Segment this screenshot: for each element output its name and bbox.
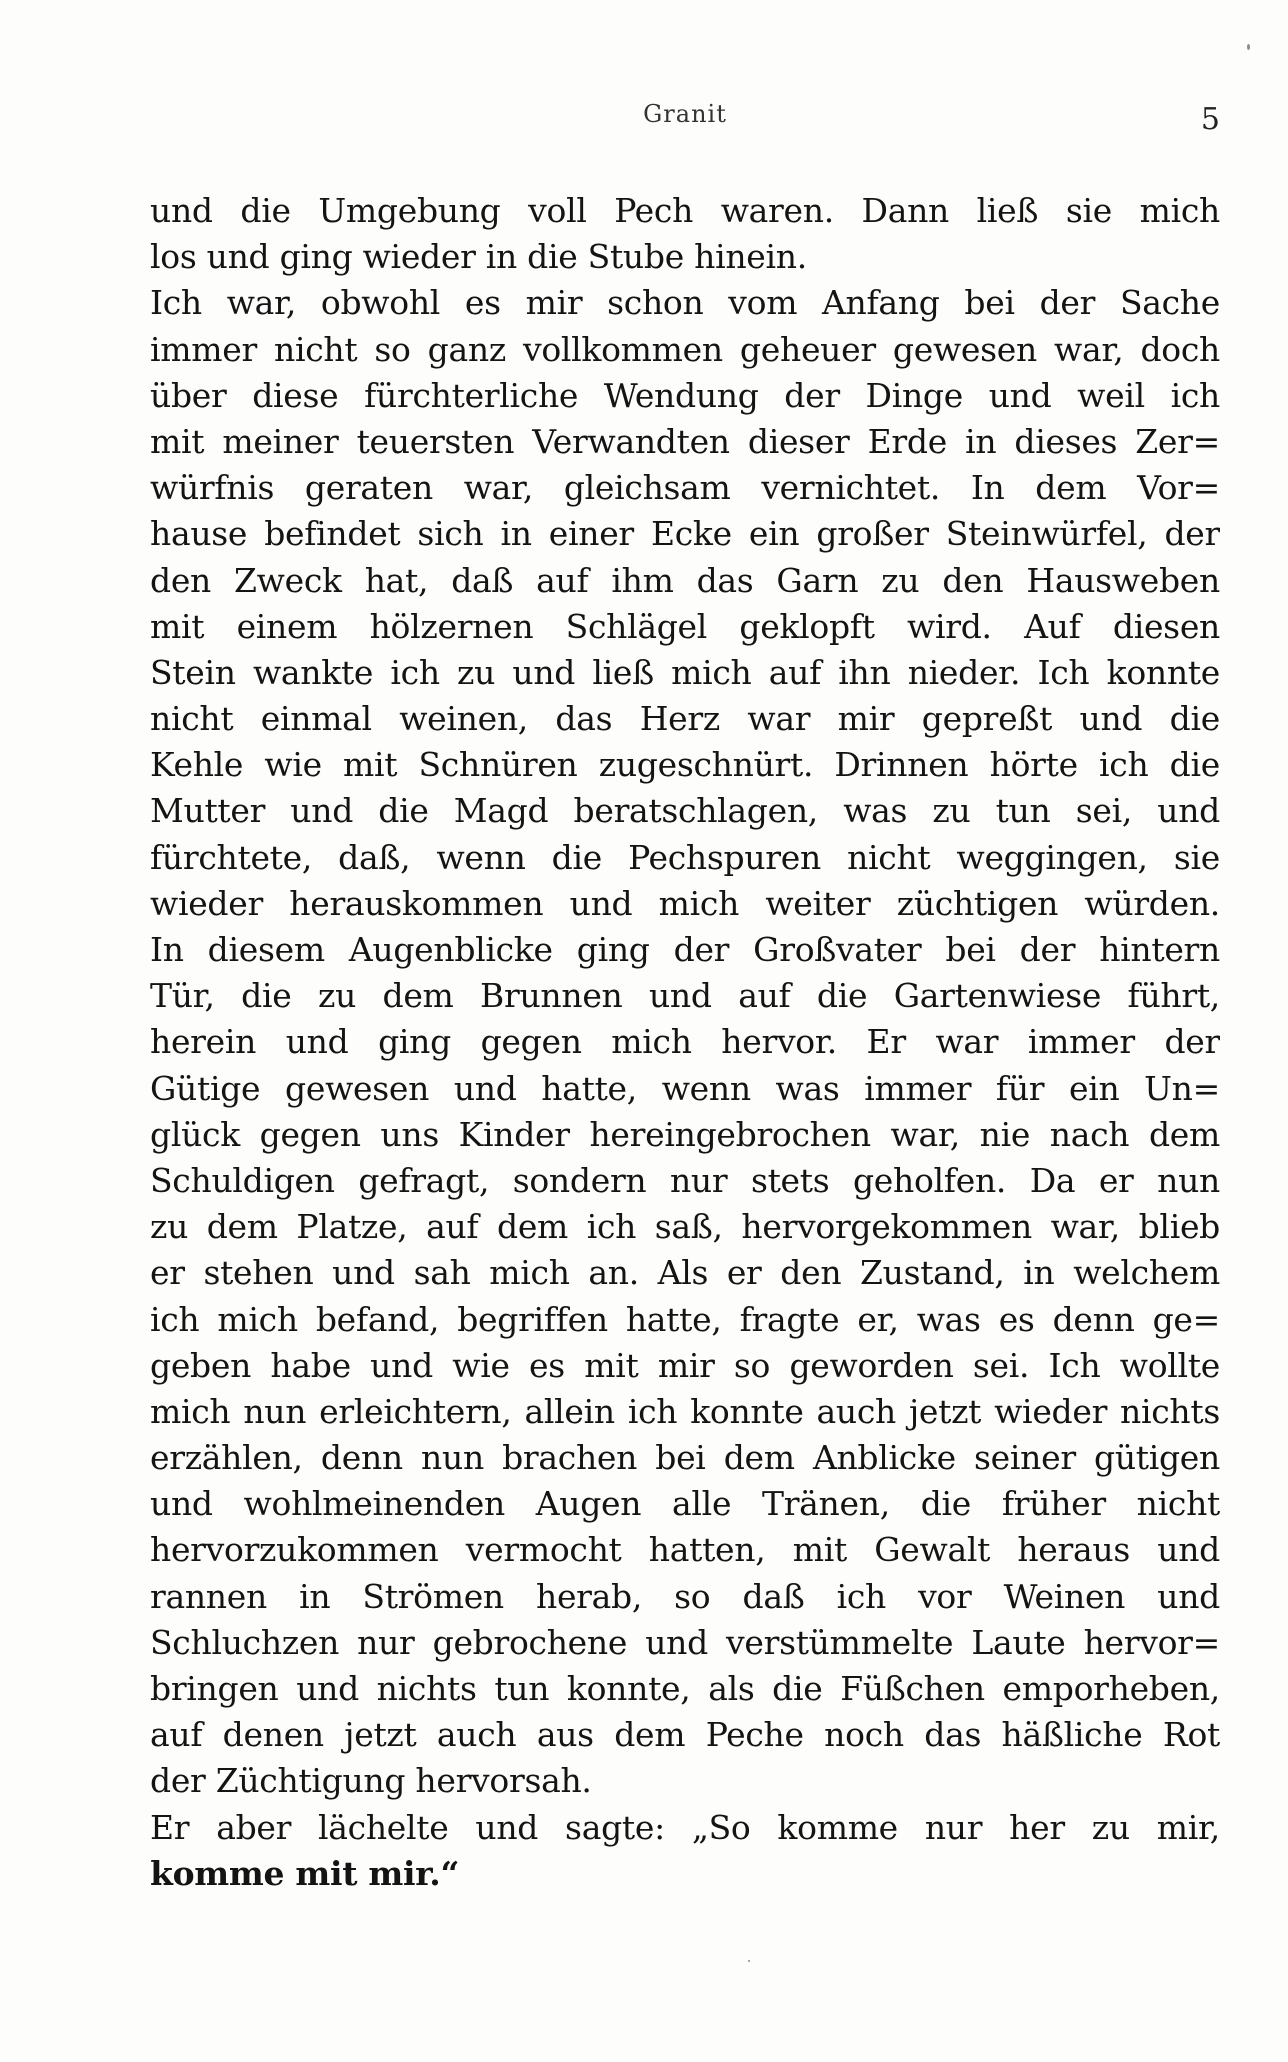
text-line: Er aber lächelte und sagte: „So komme nur her zu mir, (150, 1807, 1220, 1847)
text-line: er stehen und sah mich an. Als er den Zustand, in welchem (150, 1253, 1220, 1293)
text-line: glück gegen uns Kinder hereingebrochen war, nie nach dem (150, 1114, 1220, 1154)
running-title: Granit (643, 100, 727, 128)
text-line: los und ging wieder in die Stube hinein. (150, 237, 807, 277)
text-line: geben habe und wie es mit mir so geworden sei. Ich wollte (150, 1345, 1220, 1385)
text-line: auf denen jetzt auch aus dem Peche noch das häßliche Rot (150, 1715, 1220, 1755)
text-line: würfnis geraten war, gleichsam vernichtet. In dem Vor= (150, 468, 1220, 508)
text-line: über diese fürchterliche Wendung der Dinge und weil ich (150, 375, 1220, 415)
text-line: wieder herauskommen und mich weiter züchtigen würden. (150, 883, 1220, 923)
text-line: Stein wankte ich zu und ließ mich auf ihn nieder. Ich konnte (150, 652, 1220, 692)
text-line: Schluchzen nur gebrochene und verstümmelte Laute hervor= (150, 1622, 1220, 1662)
text-line: hause befindet sich in einer Ecke ein großer Steinwürfel, der (150, 514, 1220, 554)
text-line: ich mich befand, begriffen hatte, fragte er, was es denn ge= (150, 1299, 1220, 1339)
text-line: bringen und nichts tun konnte, als die Füßchen emporheben, (150, 1669, 1220, 1708)
text-line: erzählen, denn nun brachen bei dem Anblicke seiner gütigen (150, 1438, 1220, 1478)
paper-speck (1247, 44, 1250, 50)
text-line: Ich war, obwohl es mir schon vom Anfang bei der Sache (150, 283, 1220, 323)
text-line: Schuldigen gefragt, sondern nur stets geholfen. Da er nun (150, 1160, 1220, 1200)
text-line: den Zweck hat, daß auf ihm das Garn zu den Hausweben (150, 560, 1220, 600)
text-line: mit meiner teuersten Verwandten dieser Erde in dieses Zer= (150, 421, 1220, 461)
body-text (150, 188, 1220, 1897)
text-line: nicht einmal weinen, das Herz war mir gepreßt und die (150, 699, 1220, 739)
text-line: komme mit mir.“ (150, 1853, 460, 1893)
text-line: und die Umgebung voll Pech waren. Dann ließ sie mich (150, 191, 1220, 230)
text-line: Mutter und die Magd beratschlagen, was zu tun sei, und (150, 791, 1220, 831)
running-head (150, 100, 1220, 140)
page-number: 5 (1200, 102, 1220, 137)
text-line: rannen in Strömen herab, so daß ich vor Weinen und (150, 1576, 1220, 1616)
text-line: Gütige gewesen und hatte, wenn was immer für ein Un= (150, 1068, 1220, 1108)
text-line: mich nun erleichtern, allein ich konnte auch jetzt wieder nichts (150, 1391, 1220, 1431)
text-line: herein und ging gegen mich hervor. Er war immer der (150, 1022, 1220, 1062)
paper-speck (748, 1960, 750, 1962)
text-line: und wohlmeinenden Augen alle Tränen, die früher nicht (150, 1484, 1220, 1524)
text-line: hervorzukommen vermocht hatten, mit Gewalt heraus und (150, 1530, 1220, 1570)
text-line: In diesem Augenblicke ging der Großvater bei der hintern (150, 930, 1220, 969)
text-line: der Züchtigung hervorsah. (150, 1761, 592, 1801)
text-line: zu dem Platze, auf dem ich saß, hervorgekommen war, blieb (150, 1207, 1220, 1247)
text-line: Tür, die zu dem Brunnen und auf die Gartenwiese führt, (150, 976, 1220, 1016)
text-line: Kehle wie mit Schnüren zugeschnürt. Drinnen hörte ich die (150, 745, 1220, 785)
text-line: immer nicht so ganz vollkommen geheuer gewesen war, doch (150, 329, 1220, 369)
text-line: mit einem hölzernen Schlägel geklopft wird. Auf diesen (150, 606, 1220, 646)
text-line: fürchtete, daß, wenn die Pechspuren nicht weggingen, sie (150, 837, 1220, 877)
